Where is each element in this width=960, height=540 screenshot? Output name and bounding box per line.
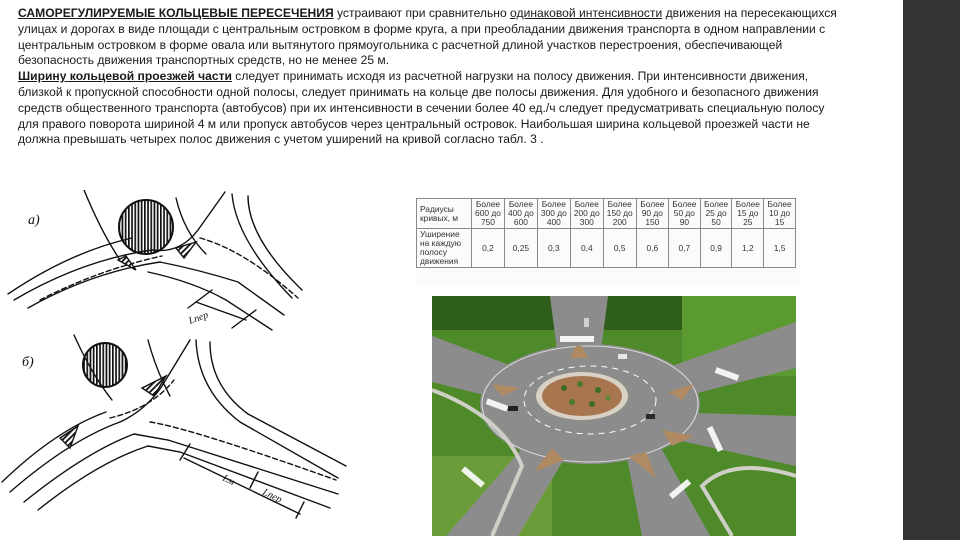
paragraph-ring-width: Ширину кольцевой проезжей части следует принимать исходя из расчетной нагрузки на полосу движения. При интенсивности движения, близкой к пропускной способности одной полосы, следует принимать на кольце две полосы движения. Для удобного и безопасного движения средств общественного транспорта (автобусов) при их интенсивности в сечении более 40 ед./ч следует предусматривать специальную полосу для правого поворота шириной 4 м или пропуск автобусов через центральный островок. Наибольшая ширина кольцевой проезжей части не должна превышать четырех полос движения с учетом уширений на кривой согласно табл. 3 .	[18, 69, 825, 147]
curve-widening-table	[416, 198, 796, 268]
table-cell-widening: 0,6	[636, 229, 668, 268]
table-cell-widening: 0,25	[504, 229, 537, 268]
slide-text	[18, 6, 843, 148]
table-cell-radius: Более 300 до 400	[537, 199, 570, 229]
diagram-label-lnr-a: Lпер	[187, 309, 210, 327]
roundabout-aerial-photo	[432, 296, 796, 536]
table-cell-widening: 0,5	[603, 229, 636, 268]
table-cell-radius: Более 50 до 90	[669, 199, 701, 229]
roundabout-diagram	[0, 190, 420, 540]
table-cell-widening: 0,7	[669, 229, 701, 268]
row-header-radius: Радиусы кривых, м	[417, 199, 472, 229]
table-cell-widening: 1,5	[764, 229, 796, 268]
table-row-radius	[417, 199, 796, 229]
table-cell-radius: Более 25 до 50	[700, 199, 732, 229]
table-cell-radius: Более 150 до 200	[603, 199, 636, 229]
table-row-widening	[417, 229, 796, 268]
table-cell-widening: 1,2	[732, 229, 764, 268]
right-dark-strip	[903, 0, 960, 540]
table-cell-radius: Более 10 до 15	[764, 199, 796, 229]
diagram-label-a: а)	[28, 213, 40, 228]
row-header-widening: Уширение на каждую полосу движения	[417, 229, 472, 268]
table-cell-widening: 0,2	[472, 229, 505, 268]
table-cell-radius: Более 90 до 150	[636, 199, 668, 229]
heading-ring-carriageway-width: Ширину кольцевой проезжей части	[18, 69, 232, 84]
table-cell-widening: 0,9	[700, 229, 732, 268]
diagram-label-b: б)	[22, 355, 34, 370]
table-cell-widening: 0,4	[570, 229, 603, 268]
heading-self-regulating-roundabouts: САМОРЕГУЛИРУЕМЫЕ КОЛЬЦЕВЫЕ ПЕРЕСЕЧЕНИЯ	[18, 6, 334, 20]
table-cell-radius: Более 200 до 300	[570, 199, 603, 229]
table-cell-radius: Более 400 до 600	[504, 199, 537, 229]
diagram-label-lnr-b: Lпер	[260, 486, 284, 506]
paragraph-roundabouts: САМОРЕГУЛИРУЕМЫЕ КОЛЬЦЕВЫЕ ПЕРЕСЕЧЕНИЯ устраивают при сравнительно одинаковой интенсивности движения на пересекающихся улицах и дорогах в виде площади с центральным островком в форме круга, а при преобладании движения транспорта в одном направлении с центральным островком в форме овала или вытянутого прямоугольника с расчетной длиной участков перестроения, обеспечивающей безопасность движения транспортных средств, но не менее 25 м.	[18, 6, 837, 68]
table-cell-widening: 0,3	[537, 229, 570, 268]
table-cell-radius: Более 600 до 750	[472, 199, 505, 229]
underlined-equal-intensity: одинаковой интенсивности	[510, 6, 663, 20]
diagram-label-lm: Lм	[220, 472, 237, 488]
table-cell-radius: Более 15 до 25	[732, 199, 764, 229]
curve-widening-table-wrap	[416, 198, 800, 286]
